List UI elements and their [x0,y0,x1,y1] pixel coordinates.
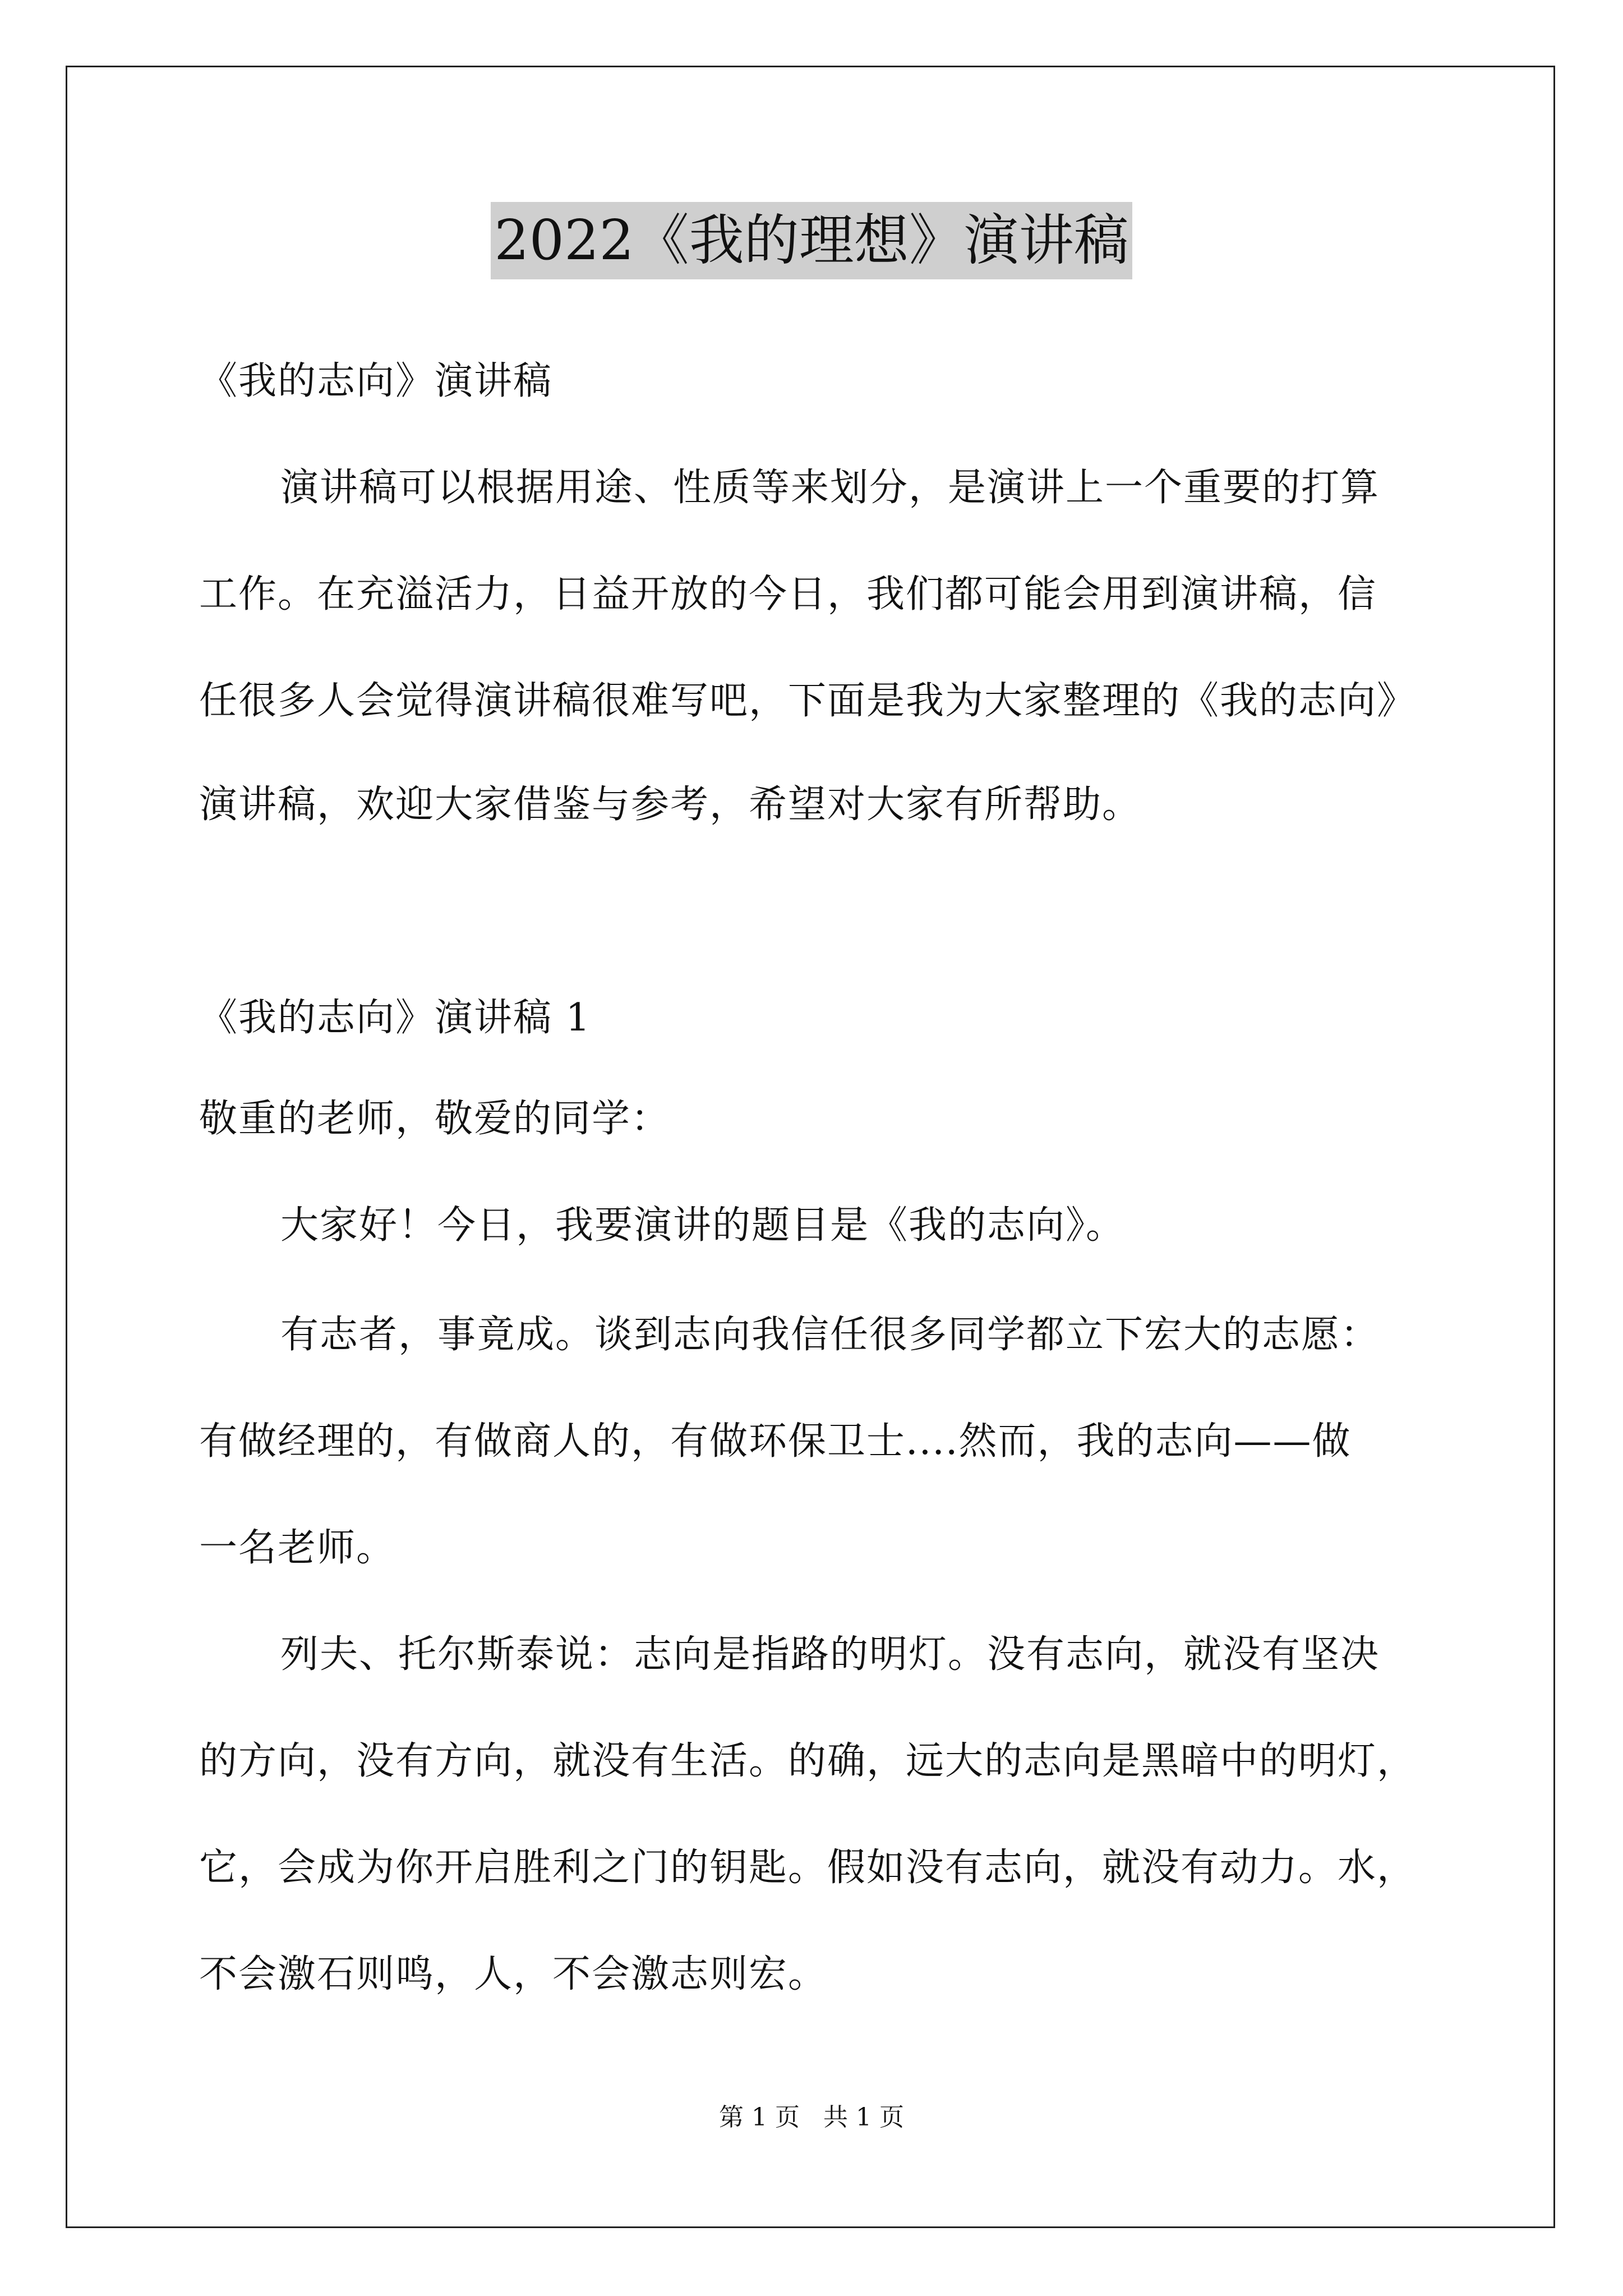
intro-line: 演讲稿，欢迎大家借鉴与参考，希望对大家有所帮助。 [199,783,1142,827]
document-title: 2022《我的理想》演讲稿 [491,202,1132,279]
title-container [0,202,1623,279]
paragraph-line: 一名老师。 [199,1526,396,1570]
intro-line: 工作。在充溢活力，日益开放的今日，我们都可能会用到演讲稿，信 [199,572,1377,616]
document-subtitle: 《我的志向》演讲稿 [199,359,553,403]
paragraph-line: 它，会成为你开启胜利之门的钥匙。假如没有志向，就没有动力。水， [199,1846,1417,1890]
section-heading: 《我的志向》演讲稿 1 [199,996,591,1040]
paragraph-line: 大家好！今日，我要演讲的题目是《我的志向》。 [280,1203,1126,1248]
paragraph-line: 不会激石则鸣，人，不会激志则宏。 [199,1952,828,1996]
intro-line: 演讲稿可以根据用途、性质等来划分，是演讲上一个重要的打算 [280,466,1380,510]
paragraph-line: 有做经理的，有做商人的，有做环保卫士....然而，我的志向——做 [199,1419,1352,1464]
intro-line: 任很多人会觉得演讲稿很难写吧，下面是我为大家整理的《我的志向》 [199,679,1417,723]
page-footer: 第 1 页 共 1 页 [719,2103,904,2132]
salutation: 敬重的老师，敬爱的同学： [199,1097,671,1141]
paragraph-line: 有志者，事竟成。谈到志向我信任很多同学都立下宏大的志愿： [280,1313,1380,1357]
paragraph-line: 的方向，没有方向，就没有生活。的确，远大的志向是黑暗中的明灯， [199,1739,1417,1783]
paragraph-line: 列夫、托尔斯泰说：志向是指路的明灯。没有志向，就没有坚决 [280,1632,1380,1677]
